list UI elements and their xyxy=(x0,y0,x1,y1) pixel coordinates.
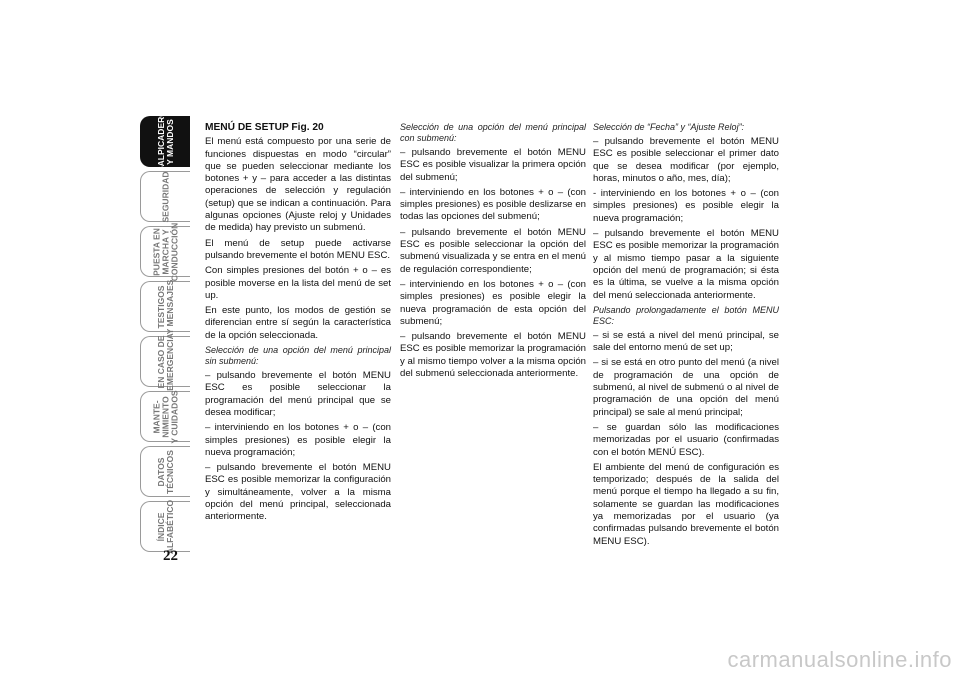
list-item: – pulsando brevemente el botón MENU ESC es posible memorizar la programación y al mismo tiempo pasar a la siguiente opción del menú de programación; si ésta es la última, se vuelve a la misma opción del menú seleccionada anteriormente. xyxy=(593,228,779,301)
list-item: – pulsando brevemente el botón MENU ESC es posible seleccionar el primer dato que se desea modificar (por ejemplo, horas, minutos o año, mes, día); xyxy=(593,136,779,184)
column-3 xyxy=(593,122,779,551)
tab-puesta-en-marcha[interactable] xyxy=(140,222,190,281)
list-item: – pulsando brevemente el botón MENU ESC es posible memorizar la configuración y simultáneamente, volver a la misma opción del menú principal, seleccionada anteriormente. xyxy=(205,462,391,523)
list-item: – pulsando brevemente el botón MENU ESC es posible seleccionar la programación del menú principal que se desea modificar; xyxy=(205,370,391,418)
tab-testigos[interactable] xyxy=(140,281,190,332)
watermark: carmanualsonline.info xyxy=(727,647,952,672)
tab-datos-tecnicos[interactable] xyxy=(140,446,190,497)
section-heading: MENÚ DE SETUP Fig. 20 xyxy=(205,122,324,133)
subheading: Pulsando prolongadamente el botón MENU ESC: xyxy=(593,304,779,326)
paragraph: El menú está compuesto por una serie de funciones dispuestas en modo “circular” que se pueden seleccionar mediante los botones + y – para acceder a las distintas operaciones de selección y regulación (setup) que se indican a continuación. Para algunas opciones (Ajuste reloj y Unidades de medida) hay previsto un submenú. xyxy=(205,136,391,234)
section-tabs xyxy=(140,109,190,556)
list-item: – pulsando brevemente el botón MENU ESC es posible seleccionar la opción del submenú visualizada y se entra en el menú de regulación correspondiente; xyxy=(400,226,586,275)
list-item: – si se está en otro punto del menú (a nivel de programación de una opción de submenú, al nivel de submenú o al nivel de programación de una opción del menú principal) se sale al menú principal; xyxy=(593,357,779,418)
column-1 xyxy=(205,122,391,527)
paragraph: El menú de setup puede activarse pulsando brevemente el botón MENU ESC. xyxy=(205,237,391,261)
tab-mantenimiento[interactable] xyxy=(140,391,190,442)
subheading: Selección de “Fecha” y “Ajuste Reloj”: xyxy=(593,122,745,132)
tab-label: SALPICADERO Y MANDOS xyxy=(155,109,175,172)
tab-label: SEGURIDAD xyxy=(160,171,170,223)
subheading: Selección de una opción del menú principal sin submenú: xyxy=(205,345,391,367)
tab-label: PUESTA EN MARCHA Y CONDUCCIÓN xyxy=(151,222,179,281)
tab-emergencia[interactable] xyxy=(140,332,190,391)
tab-indice[interactable] xyxy=(140,501,190,552)
column-2 xyxy=(400,122,586,383)
tab-label: TESTIGOS Y MENSAJES xyxy=(155,279,175,334)
list-item: – pulsando brevemente el botón MENU ESC es posible visualizar la primera opción del submenú; xyxy=(400,147,586,183)
list-item: – interviniendo en los botones + o – (con simples presiones) es posible elegir la nueva programación de esta opción del submenú; xyxy=(400,278,586,327)
tab-label: EN CASO DE EMERGENCIA xyxy=(155,332,175,391)
paragraph: Con simples presiones del botón + o – es posible moverse en la lista del menú de set up. xyxy=(205,265,391,301)
paragraph: En este punto, los modos de gestión se diferencian entre sí según la característica de la opción seleccionada. xyxy=(205,305,391,341)
tab-salpicadero[interactable] xyxy=(140,109,190,172)
paragraph: El ambiente del menú de configuración es temporizado; después de la salida del menú porque el tiempo ha llegado a su fin, solamente se guardan las modificaciones ya memorizadas por el usuario (ya confirmadas pulsando brevemente el botón MENU ESC). xyxy=(593,461,779,547)
tab-seguridad[interactable] xyxy=(140,171,190,222)
tab-label: MANTE- NIMIENTO Y CUIDADOS xyxy=(151,389,179,444)
tab-label: ÍNDICE ALFABÉTICO xyxy=(155,499,175,554)
tab-label: DATOS TÉCNICOS xyxy=(155,449,175,494)
list-item: – interviniendo en los botones + o – (con simples presiones) es posible elegir la nueva programación; xyxy=(205,422,391,458)
subheading: Selección de una opción del menú principal con submenú: xyxy=(400,122,586,143)
list-item: – si se está a nivel del menú principal, se sale del entorno menú de set up; xyxy=(593,329,779,354)
list-item: - interviniendo en los botones + o – (con simples presiones) es posible elegir la nueva programación; xyxy=(593,188,779,224)
list-item: – se guardan sólo las modificaciones memorizadas por el usuario (confirmadas con el botón MENÚ ESC). xyxy=(593,421,779,458)
list-item: – pulsando brevemente el botón MENU ESC es posible memorizar la programación y al mismo tiempo volver a la misma opción del submenú seleccionada anteriormente. xyxy=(400,331,586,380)
page-number: 22 xyxy=(163,548,178,564)
list-item: – interviniendo en los botones + o – (con simples presiones) es posible deslizarse en todas las opciones del submenú; xyxy=(400,186,586,223)
